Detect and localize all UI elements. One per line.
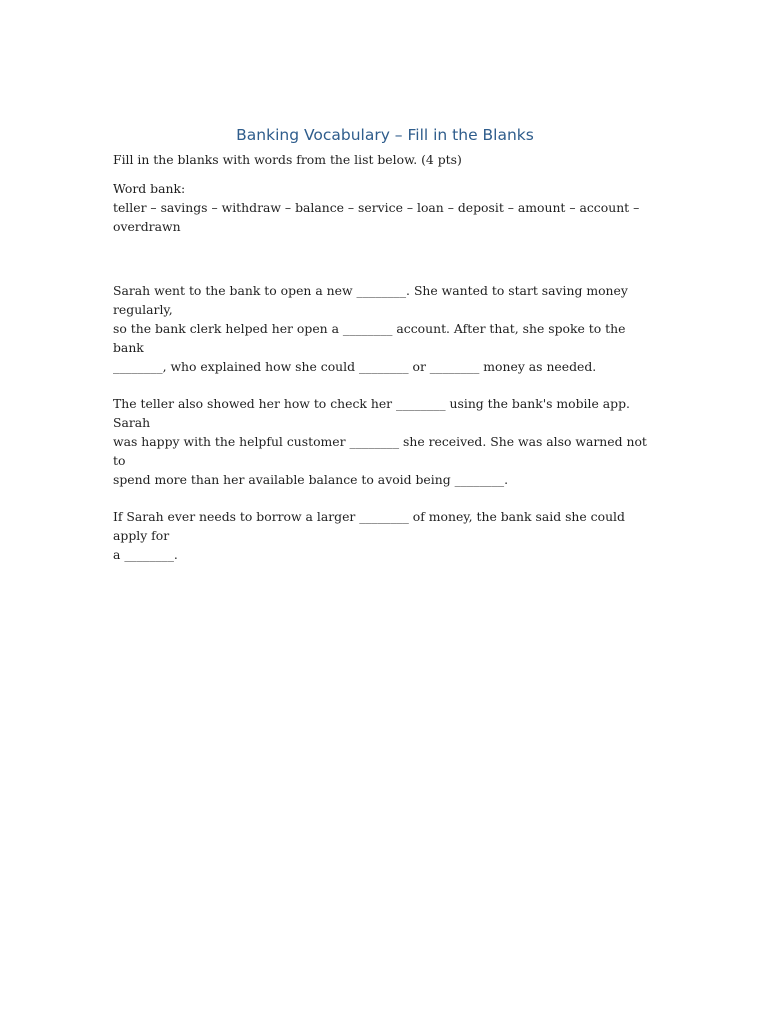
spacer xyxy=(113,489,657,507)
paragraph-line: ________, who explained how she could ________ or ________ money as needed. xyxy=(113,359,597,374)
word-bank-line-2: overdrawn xyxy=(113,219,181,234)
worksheet-content xyxy=(113,124,657,564)
word-bank-label: Word bank: xyxy=(113,181,186,196)
spacer xyxy=(113,376,657,394)
spacer xyxy=(113,236,657,281)
word-bank-line-1: teller – savings – withdraw – balance – service – loan – deposit – amount – account – xyxy=(113,200,640,215)
spacer xyxy=(113,169,657,179)
paragraph-3 xyxy=(113,507,657,564)
word-bank xyxy=(113,179,657,236)
paragraph-line: was happy with the helpful customer ________ she received. She was also warned not to xyxy=(113,434,647,468)
instructions: Fill in the blanks with words from the list below. (4 pts) xyxy=(113,152,462,167)
page-title: Banking Vocabulary – Fill in the Blanks xyxy=(236,126,534,144)
paragraph-line: spend more than her available balance to avoid being ________. xyxy=(113,472,509,487)
paragraph-1 xyxy=(113,281,657,376)
paragraph-line: so the bank clerk helped her open a ________ account. After that, she spoke to the bank xyxy=(113,321,626,355)
paragraph-line: The teller also showed her how to check her ________ using the bank's mobile app. Sarah xyxy=(113,396,630,430)
paragraph-line: Sarah went to the bank to open a new ________. She wanted to start saving money regularly, xyxy=(113,283,628,317)
paragraph-line: If Sarah ever needs to borrow a larger ________ of money, the bank said she could apply for xyxy=(113,509,625,543)
paragraph-line: a ________. xyxy=(113,547,178,562)
paragraph-2 xyxy=(113,394,657,489)
